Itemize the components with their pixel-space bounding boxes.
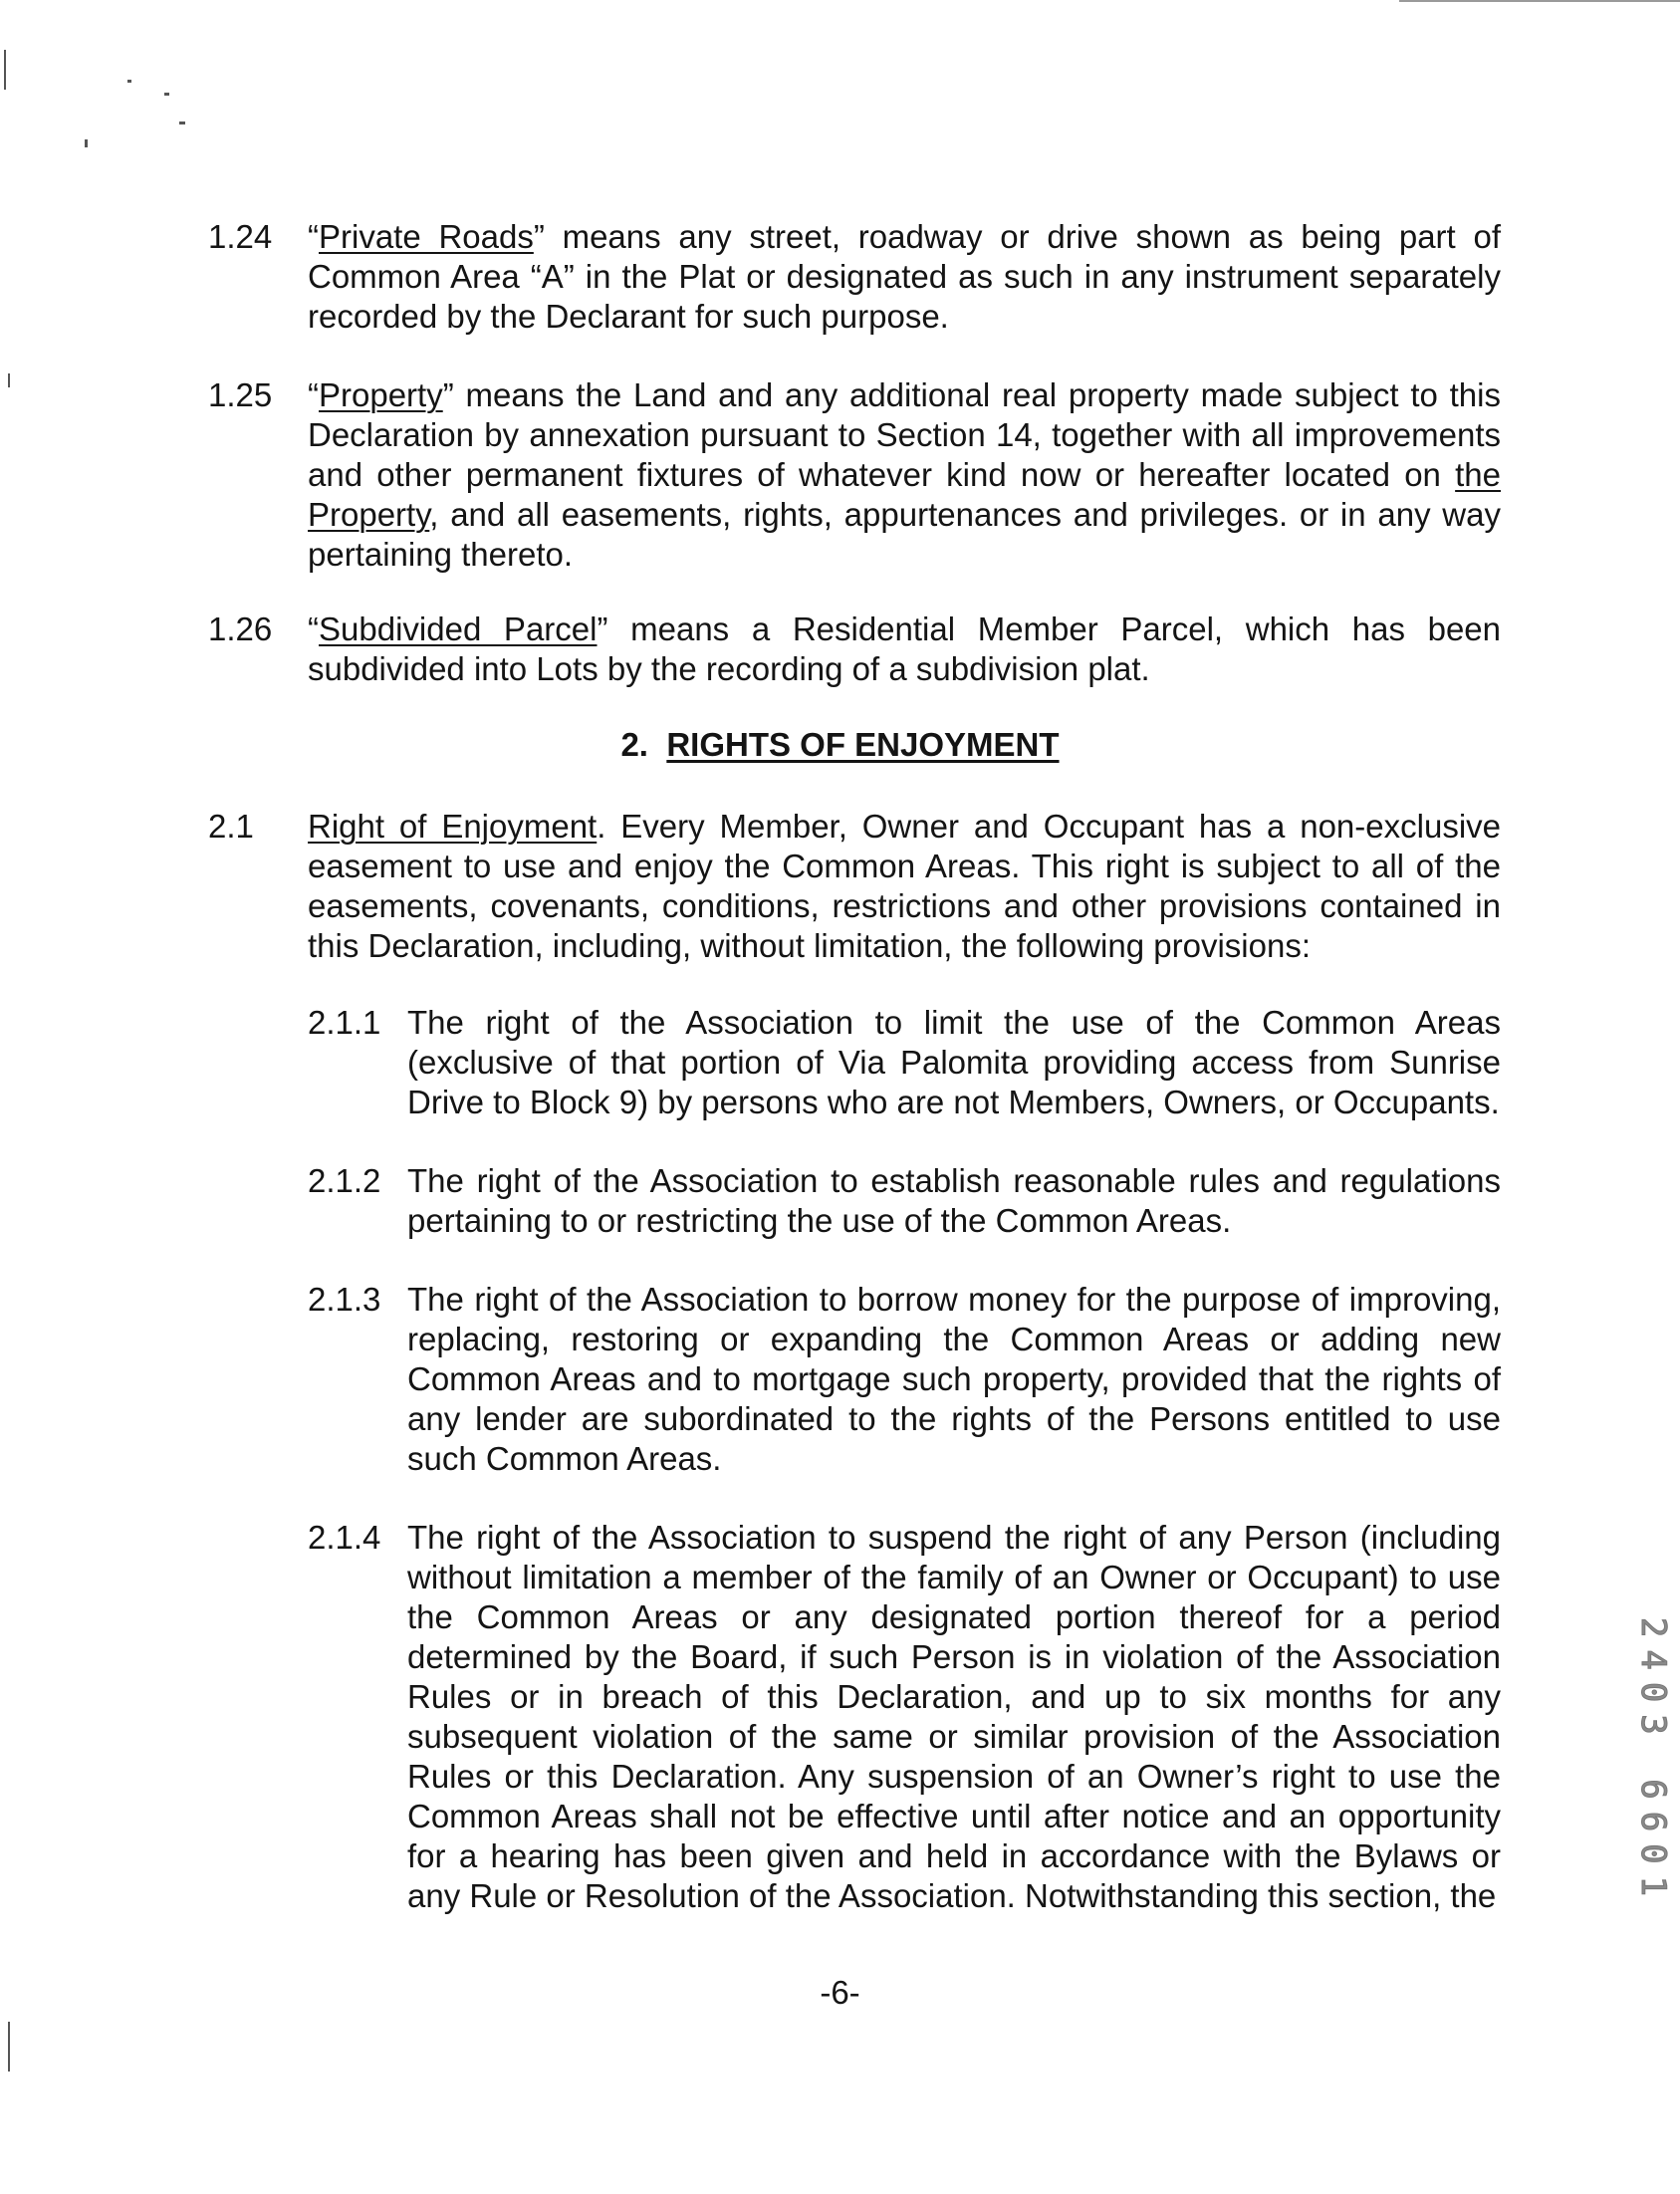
subsection-2-1-4-paragraph: The right of the Association to suspend the right of any Person (including without limitation a member of the family of an Owner or Occupant) to use the Common Areas or any designated portion thereof for a period determined by the Board, if such Person is in violation of the Association Rules or in breach of this Declaration, and up to six months for any subsequent violation of the same or similar provision of the Association Rules or this Declaration. Any suspension of an Owner’s right to use the Common Areas shall not be effective until after notice and an opportunity for a hearing has been given and held in accordance with the Bylaws or any Rule or Resolution of the Association. Notwithstanding this section, the	[407, 1519, 1501, 1914]
scan-speck	[179, 122, 185, 124]
subsection-2-1-1-paragraph: The right of the Association to limit the use of the Common Areas (exclusive of that portion of Via Palomita providing access from Sunrise Drive to Block 9) by persons who are not Members, Owners, or Occupants.	[407, 1004, 1501, 1120]
scan-speck	[8, 2022, 10, 2072]
term-private-roads: Private Roads	[319, 218, 534, 255]
subsection-number: 2.1.3	[308, 1281, 381, 1318]
section-1-25-paragraph: “Property” means the Land and any additional real property made subject to this Declaration by annexation pursuant to Section 14, together with all improvements and other permanent fixtures of whatever kind now or hereafter located on the Property, and all easements, rights, appurtenances and privileges. or in any way pertaining thereto.	[308, 376, 1501, 573]
section-number: 2.1	[208, 808, 254, 845]
section-2-1-paragraph: Right of Enjoyment. Every Member, Owner and Occupant has a non-exclusive easement to use and enjoy the Common Areas. This right is subject to all of the easements, covenants, conditions, restrictions and other provisions contained in this Declaration, including, without limitation, the following provisions:	[308, 808, 1501, 964]
heading-number: 2.	[620, 726, 648, 763]
term-property: Property	[319, 376, 443, 413]
the-property-underlined: the Property	[308, 456, 1501, 533]
subsection-number: 2.1.2	[308, 1162, 381, 1199]
term-subdivided-parcel: Subdivided Parcel	[319, 610, 598, 647]
section-number: 1.24	[208, 218, 273, 255]
section-number: 1.25	[208, 376, 273, 413]
recording-stamp	[1633, 1593, 1673, 1932]
subsection-2-1-3-paragraph: The right of the Association to borrow money for the purpose of improving, replacing, restoring or expanding the Common Areas or adding new Common Areas and to mortgage such property, provided that the rights of any lender are subordinated to the rights of the Persons entitled to use such Common Areas.	[407, 1281, 1501, 1477]
section-number: 1.26	[208, 610, 273, 647]
scan-edge-line	[1399, 0, 1680, 2]
scan-speck	[164, 93, 169, 96]
scan-speck	[85, 139, 88, 147]
page-number: -6-	[820, 1974, 860, 2011]
scan-speck	[8, 373, 10, 387]
section-1-26-paragraph: “Subdivided Parcel” means a Residential Member Parcel, which has been subdivided into Lots by the recording of a subdivision plat.	[308, 610, 1502, 687]
subsection-number: 2.1.4	[308, 1519, 381, 1556]
section-heading	[0, 725, 1680, 765]
section-1-24-paragraph: “Private Roads” means any street, roadway or drive shown as being part of Common Area “A” in the Plat or designated as such in any instrument separately recorded by the Declarant for such purpose.	[308, 218, 1501, 335]
scan-speck	[127, 80, 131, 83]
heading-title: RIGHTS OF ENJOYMENT	[666, 726, 1060, 763]
right-of-enjoyment-title: Right of Enjoyment	[308, 808, 598, 845]
recording-stamp-text: 2403 6601	[1633, 1616, 1674, 1909]
scan-speck	[4, 50, 6, 90]
subsection-number: 2.1.1	[308, 1004, 381, 1041]
subsection-2-1-2-paragraph: The right of the Association to establish reasonable rules and regulations pertaining to or restricting the use of the Common Areas.	[407, 1162, 1501, 1239]
